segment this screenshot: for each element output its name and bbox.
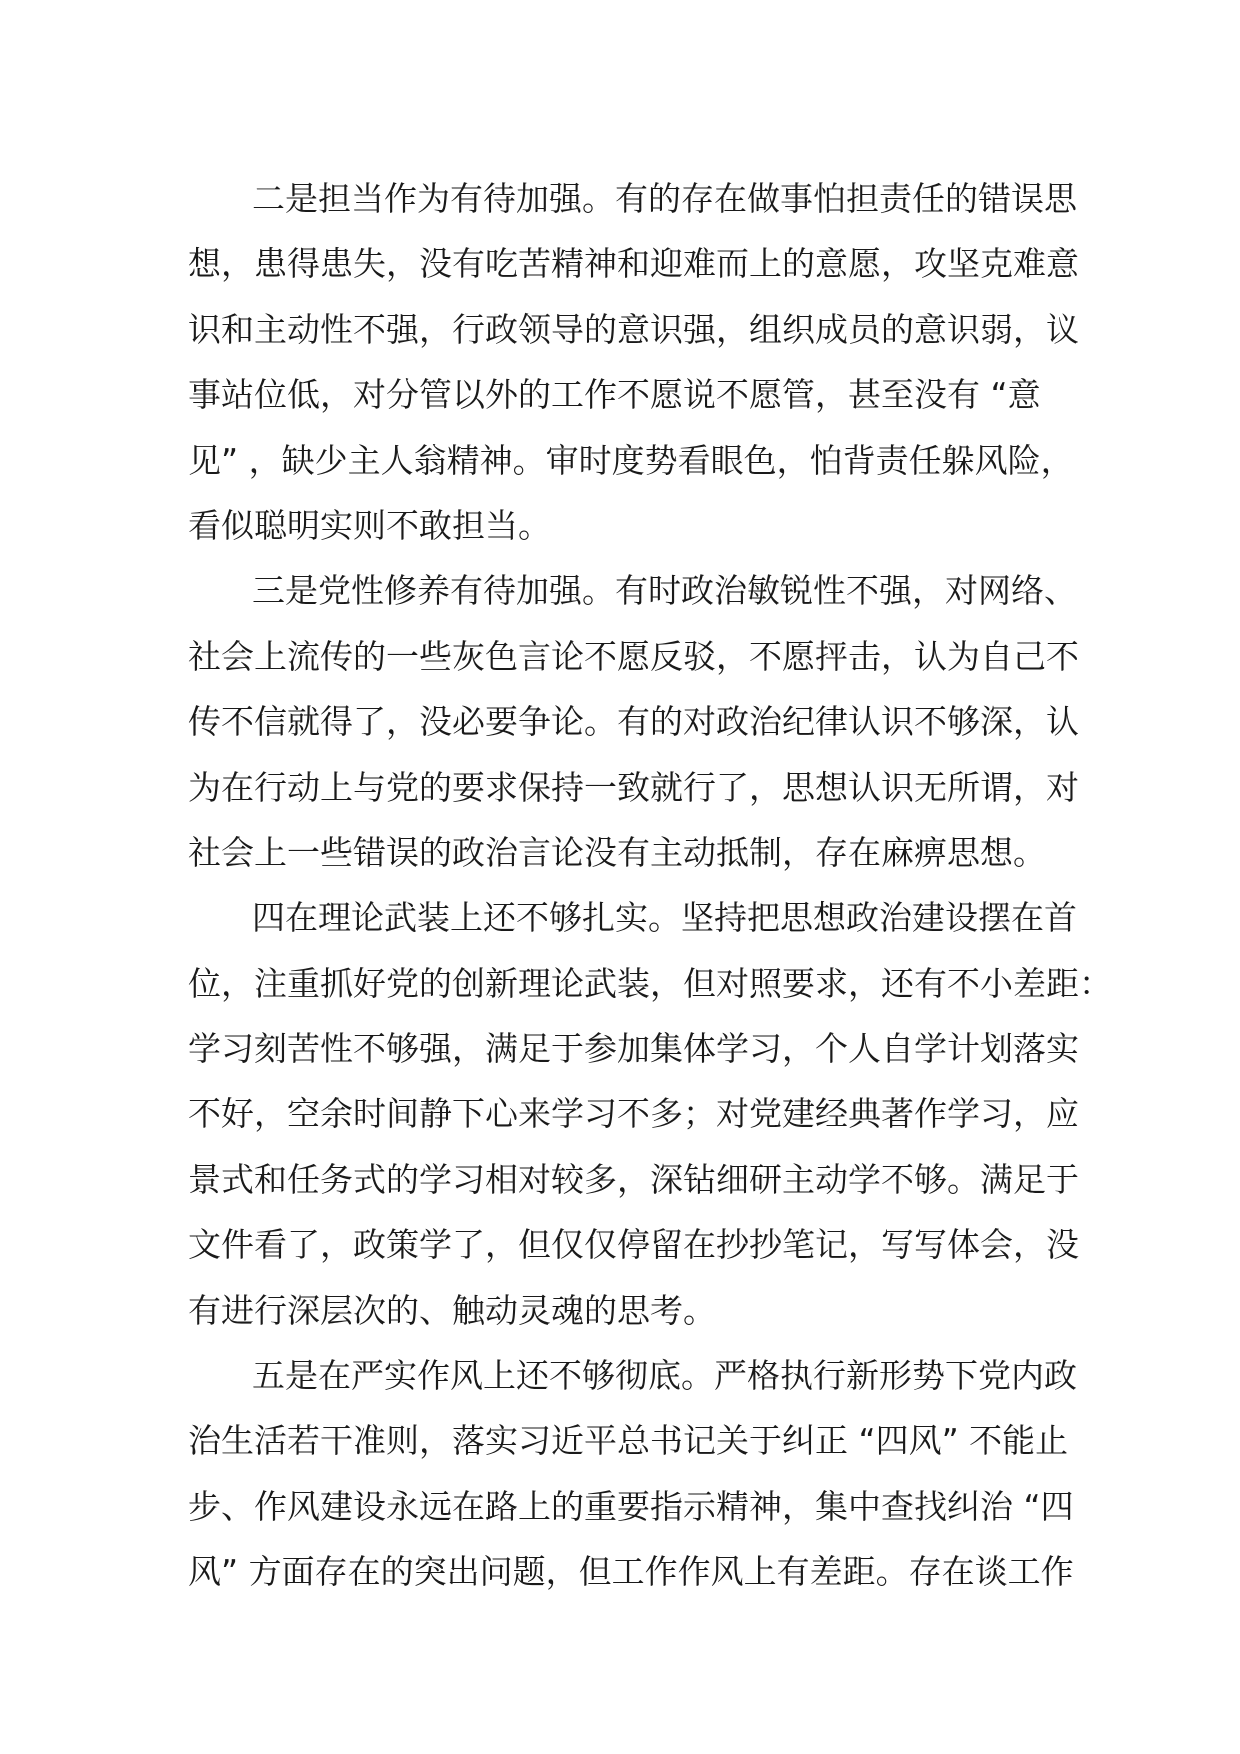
paragraph-3-line-6: 文件看了，政策学了，但仅仅停留在抄抄笔记，写写体会，没 [188,1225,1079,1265]
paragraph-3-line-5: 景式和任务式的学习相对较多，深钻细研主动学不够。满足于 [188,1159,1079,1199]
paragraph-2-line-2: 社会上流传的一些灰色言论不愿反驳，不愿抨击，认为自己不 [188,636,1079,676]
paragraph-1-line-5: 见” ，缺少主人翁精神。审时度势看眼色，怕背责任躲风险， [188,440,1074,480]
paragraph-2-line-5: 社会上一些错误的政治言论没有主动抵制，存在麻痹思想。 [188,832,1046,872]
paragraph-1-line-4: 事站位低，对分管以外的工作不愿说不愿管，甚至没有 “意 [188,375,1041,415]
paragraph-2-line-4: 为在行动上与党的要求保持一致就行了，思想认识无所谓，对 [188,767,1079,807]
paragraph-1-line-1: 二是担当作为有待加强。有的存在做事怕担责任的错误思 [252,179,1077,218]
paragraph-1-line-6: 看似聪明实则不敢担当。 [188,505,551,545]
paragraph-2-line-3: 传不信就得了，没必要争论。有的对政治纪律认识不够深，认 [188,702,1079,742]
paragraph-3-line-2: 位，注重抓好党的创新理论武装，但对照要求，还有不小差距： [188,963,1112,1003]
paragraph-4-line-2: 治生活若干准则，落实习近平总书记关于纠正 “四风” 不能止 [188,1421,1069,1461]
paragraph-3-line-7: 有进行深层次的、触动灵魂的思考。 [188,1290,716,1330]
paragraph-3-line-3: 学习刻苦性不够强，满足于参加集体学习，个人自学计划落实 [188,1029,1079,1069]
document-body [188,166,1112,1605]
paragraph-1-line-3: 识和主动性不强，行政领导的意识强，组织成员的意识弱，议 [188,309,1079,349]
paragraph-3-line-1: 四在理论武装上还不够扎实。坚持把思想政治建设摆在首 [252,898,1077,938]
paragraph-4-line-3: 步、作风建设永远在路上的重要指示精神，集中查找纠治 “四 [188,1486,1074,1526]
paragraph-4-line-1: 五是在严实作风上还不够彻底。严格执行新形势下党内政 [252,1356,1077,1396]
paragraph-3-line-4: 不好，空余时间静下心来学习不多；对党建经典著作学习，应 [188,1094,1079,1134]
paragraph-1-line-2: 想，患得患失，没有吃苦精神和迎难而上的意愿，攻坚克难意 [188,244,1079,284]
paragraph-4-line-4: 风” 方面存在的突出问题，但工作作风上有差距。存在谈工作 [188,1552,1074,1592]
paragraph-2-line-1: 三是党性修养有待加强。有时政治敏锐性不强，对网络、 [252,571,1077,611]
